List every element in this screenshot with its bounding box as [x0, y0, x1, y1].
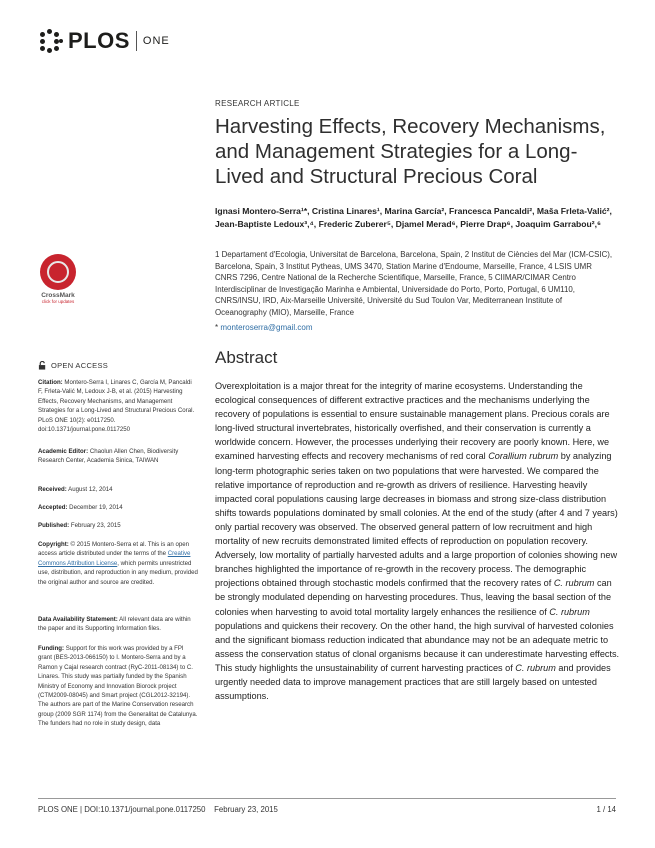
data-availability-block — [38, 615, 198, 634]
data-availability-text: All relevant data are within the paper and its Supporting Information files. — [38, 616, 191, 633]
abstract-text: by analyzing long-term photographic series taken on two populations that were harvested. We compared the relative importance of reproduction and re-growth as drivers of resilience. Harvesting heavily impacted coral populations causing large decreases in biomass and strong size-class distribution shifts towards populations dominated by small colonies. At the end of the study (after 4 and 7 years) only partial recovery was observed. The observed general pattern of low recruitment and high mortality of new recruits demonstrated limited effects of reproduction on population recovery. Adversely, low mortality of partially harvested adults and a large proportion of colonies showing new branches highlighted the importance of re-growth in the recovery process. The demographic projections obtained through stochastic models confirmed that the recovery rates of — [215, 451, 618, 589]
email-marker: * — [215, 323, 219, 332]
species-name: Corallium rubrum — [488, 451, 559, 462]
crossmark-label: CrossMark — [41, 292, 75, 299]
received-block — [38, 485, 198, 494]
editor-block — [38, 447, 198, 466]
received-label: Received: — [38, 486, 67, 493]
open-access-label — [38, 361, 108, 370]
logo-divider — [136, 31, 137, 51]
species-name: C. rubrum — [515, 662, 556, 673]
editor-label: Academic Editor: — [38, 448, 89, 455]
plos-logo-icon — [40, 29, 66, 53]
data-availability-label: Data Availability Statement: — [38, 616, 118, 623]
published-block — [38, 521, 198, 530]
citation-block — [38, 378, 198, 434]
open-lock-icon — [38, 361, 47, 370]
license-link[interactable]: Creative Commons Attribution License — [38, 550, 191, 567]
plos-logo[interactable] — [40, 28, 170, 54]
editor-text: Chaolun Allen Chen, Biodiversity Research Center, Academia Sinica, TAIWAN — [38, 448, 179, 465]
logo-subtitle: ONE — [142, 35, 170, 47]
published-date: February 23, 2015 — [70, 522, 121, 529]
abstract-text: can be strongly modulated depending on harvesting procedures. Thus, leaving the basal section of the colonies when harvesting to avoid total mortality largely enhances the resilience of — [215, 578, 612, 617]
article-title: Harvesting Effects, Recovery Mechanisms, and Management Strategies for a Long-Lived and Structural Precious Coral — [215, 115, 606, 188]
citation-label: Citation: — [38, 379, 63, 386]
affiliations: 1 Departament d'Ecologia, Universitat de Barcelona, Barcelona, Spain, 2 Institut de Ciències del Mar (ICM-CSIC), Barcelona, Spain, 3 Institut Pytheas, UMS 3470, Station Marine d'Endoume, Marseille, France, 4 LSIS UMR CNRS 7296, Centre National de la Recherche Scientifique, Marseille, France, 5 CIIMAR/CIMAR Centro Interdisciplinar de Investigação Marinha e Ambiental, Universidade do Porto, Porto, Portugal, 6 UM110, CNRS/INSU, IRD, Aix-Marseille Université, Université du Sud Toulon Var, Mediterranean Institute of Oceanography (MIO), Marseille, France — [215, 250, 613, 317]
accepted-date: December 19, 2014 — [69, 504, 123, 511]
species-name: C. rubrum — [553, 578, 595, 589]
abstract-body — [215, 379, 620, 703]
received-date: August 12, 2014 — [68, 486, 113, 493]
copyright-text: © 2015 Montero-Serra et al. This is an open access article distributed under the terms of the — [38, 541, 190, 558]
abstract-heading: Abstract — [215, 348, 278, 367]
crossmark-badge[interactable] — [38, 254, 78, 304]
funding-block — [38, 644, 198, 729]
page-number: 1 / 14 — [596, 805, 616, 814]
crossmark-icon — [40, 254, 76, 290]
article-type: RESEARCH ARTICLE — [215, 99, 300, 108]
logo-text: PLOS — [68, 28, 130, 53]
species-name: C. rubrum — [549, 606, 590, 617]
abstract-text: and provides urgently needed data to improve management practices that are still largely based on untested assumptions. — [215, 662, 611, 702]
funding-text: Support for this work was provided by a FPI grant (BES-2013-066150) to I. Montero-Serra and by a Ramon y Cajal research contract (RyC-2011-08134) to C. Linares. This study was partially funded by the Spanish Ministry of Economy and Innovation Biorock project (CTM2009-08045) and Smart project (CGL2012-32194). The authors are part of the Marine Conservation research group (2009 SGR 1174) from the Generalitat de Catalunya. The funders had no role in study design, data — [38, 645, 198, 728]
corresponding-email — [215, 323, 313, 332]
footer-divider — [38, 798, 616, 799]
citation-text: Montero-Serra I, Linares C, García M, Pancaldi F, Frleta-Valić M, Ledoux J-B, et al. (2015) Harvesting Effects, Recovery Mechanisms, and Management Strategies for a Long-Lived and Structural Precious Coral. PLoS ONE 10(2): e0117250. doi:10.1371/journal.pone.0117250 — [38, 379, 195, 434]
footer-citation: PLOS ONE | DOI:10.1371/journal.pone.0117250 February 23, 2015 — [38, 805, 278, 814]
accepted-block — [38, 503, 198, 512]
author-list: Ignasi Montero-Serra¹*, Cristina Linares¹, Marina García², Francesca Pancaldi², Maša Frleta-Valić², Jean-Baptiste Ledoux³,⁴, Frederic Zuberer⁵, Djamel Merad⁶, Pierre Drap⁶, Joaquim Garrabou²,⁶ — [215, 206, 612, 229]
open-access-text: OPEN ACCESS — [51, 361, 109, 370]
copyright-label: Copyright: — [38, 541, 69, 548]
accepted-label: Accepted: — [38, 504, 68, 511]
abstract-text: Overexploitation is a major threat for the integrity of marine ecosystems. Understanding the ecological consequences of different extractive practices and the mechanisms underlying the recovery of populations is essential to ensure sustainable management plans. Precious corals are long-lived structural invertebrates, historically overfished, and their conservation is currently a worldwide concern. However, the processes underlying their recovery are poorly known. Here, we examined harvesting effects and recovery mechanisms of red coral — [215, 381, 610, 462]
email-link[interactable]: monteroserra@gmail.com — [220, 323, 313, 332]
crossmark-sub: click for updates — [41, 299, 75, 304]
published-label: Published: — [38, 522, 70, 529]
abstract-text: populations and quickens their recovery. On the other hand, the high survival of harvested colonies and the significant biomass reduction indicated that abundance may not be an adequate metric to assess the conservation status of clonal organisms because it can underestimate harvesting effects. This study highlights the unsustainability of current harvesting practices of — [215, 620, 620, 673]
funding-label: Funding: — [38, 645, 65, 652]
copyright-block — [38, 540, 198, 587]
copyright-text: , which permits unrestricted use, distribution, and reproduction in any medium, provided the original author and source are credited. — [38, 559, 198, 586]
